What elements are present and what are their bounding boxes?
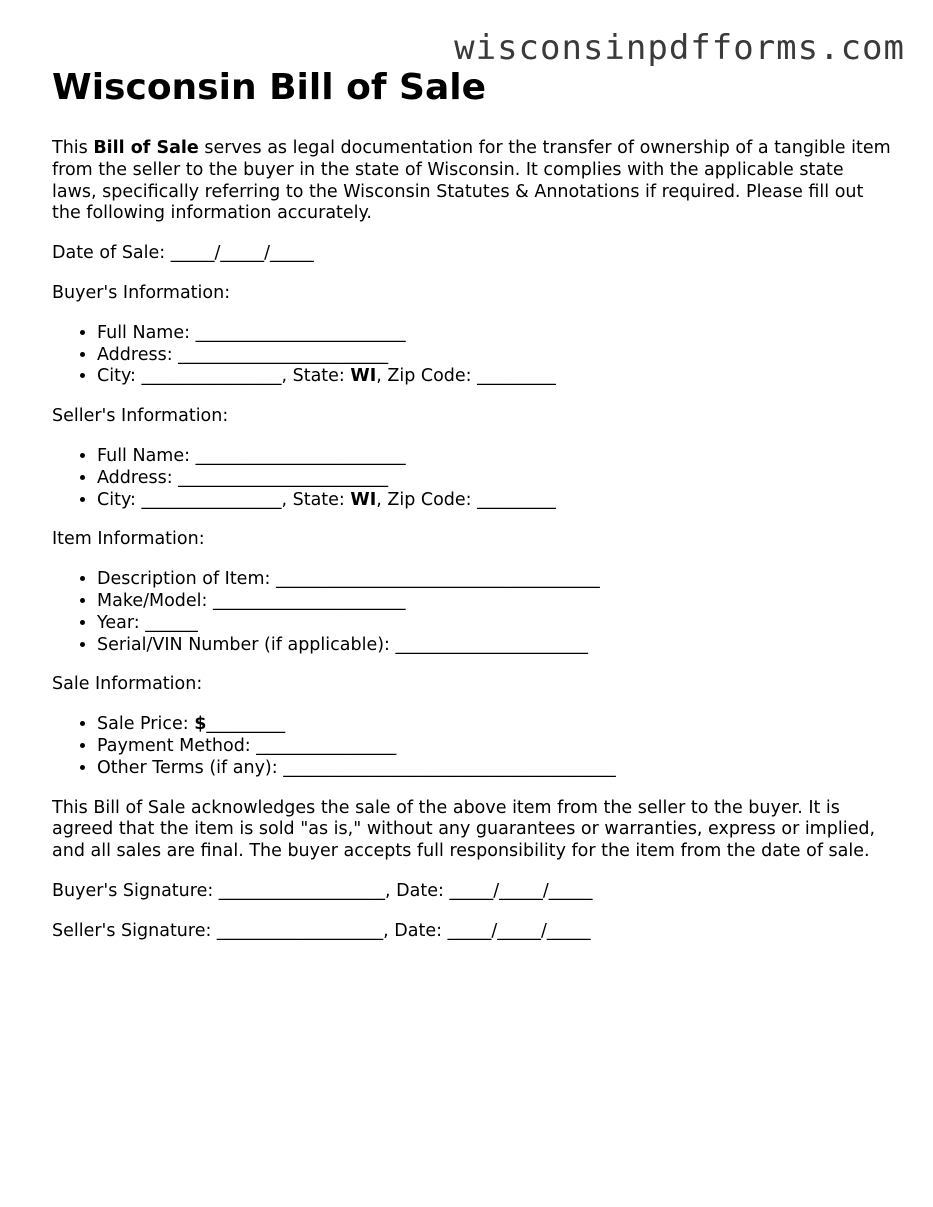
seller-info-list xyxy=(52,446,892,511)
sale-section-heading: Sale Information: xyxy=(52,674,203,695)
item-section-heading: Item Information: xyxy=(52,529,205,550)
intro-paragraph xyxy=(52,138,892,225)
sale-price-blank: _________ xyxy=(206,714,286,735)
item-description-field: • Description of Item: _____________________________________ xyxy=(97,569,892,591)
item-make-model-field: • Make/Model: ______________________ xyxy=(97,591,892,613)
buyer-city-label: City: ________________, State: xyxy=(97,366,351,387)
seller-state-value: WI xyxy=(350,489,377,510)
sale-price-field xyxy=(97,714,892,736)
intro-bold-term: Bill of Sale xyxy=(93,138,199,158)
buyer-zip-label: , Zip Code: _________ xyxy=(376,366,556,387)
payment-method-field: • Payment Method: ________________ xyxy=(97,736,892,758)
seller-address-field: • Address: ________________________ xyxy=(97,468,892,490)
date-of-sale-blank: _____/_____/_____ xyxy=(170,243,314,264)
sale-price-currency-symbol: $ xyxy=(194,714,207,735)
watermark-site-name: wisconsinpdfforms.com xyxy=(454,28,905,68)
document-title: Wisconsin Bill of Sale xyxy=(52,67,487,108)
seller-full-name-field: • Full Name: ________________________ xyxy=(97,446,892,468)
seller-signature-line: Seller's Signature: ___________________, Date: _____/_____/_____ xyxy=(52,920,591,941)
intro-text: serves as legal documentation for the transfer of ownership of a tangible item from the seller to the buyer in the state of Wisconsin. It complies with the applicable state laws, specifically referring to the Wisconsin Statutes & Annotations if required. Please fill out the following information accurately. xyxy=(52,138,891,224)
buyer-signature-line: Buyer's Signature: ___________________, Date: _____/_____/_____ xyxy=(52,880,593,901)
item-year-field: • Year: ______ xyxy=(97,613,892,635)
item-serial-vin-field: • Serial/VIN Number (if applicable): ______________________ xyxy=(97,635,892,657)
date-of-sale-label: Date of Sale: xyxy=(52,243,171,264)
item-info-list xyxy=(52,569,892,656)
other-terms-field: • Other Terms (if any): ______________________________________ xyxy=(97,758,892,780)
date-of-sale-field xyxy=(52,243,892,265)
buyer-section-heading: Buyer's Information: xyxy=(52,282,231,303)
seller-city-state-zip-field xyxy=(97,490,892,512)
seller-zip-label: , Zip Code: _________ xyxy=(376,489,556,510)
buyer-full-name-field: • Full Name: ________________________ xyxy=(97,323,892,345)
seller-section-heading: Seller's Information: xyxy=(52,406,229,427)
sale-info-list xyxy=(52,714,892,779)
document-body xyxy=(52,66,892,961)
acknowledgement-paragraph: This Bill of Sale acknowledges the sale of the above item from the seller to the buyer. It is agreed that the item is sold "as is," without any guarantees or warranties, express or implied, and all sales are final. The buyer accepts full responsibility for the item from the date of sale. xyxy=(52,797,876,862)
sale-price-label: Sale Price: xyxy=(97,714,195,735)
seller-city-label: City: ________________, State: xyxy=(97,489,351,510)
buyer-city-state-zip-field xyxy=(97,366,892,388)
intro-prefix: This xyxy=(52,138,94,158)
buyer-state-value: WI xyxy=(350,366,377,387)
buyer-info-list xyxy=(52,323,892,388)
buyer-address-field: • Address: ________________________ xyxy=(97,345,892,367)
